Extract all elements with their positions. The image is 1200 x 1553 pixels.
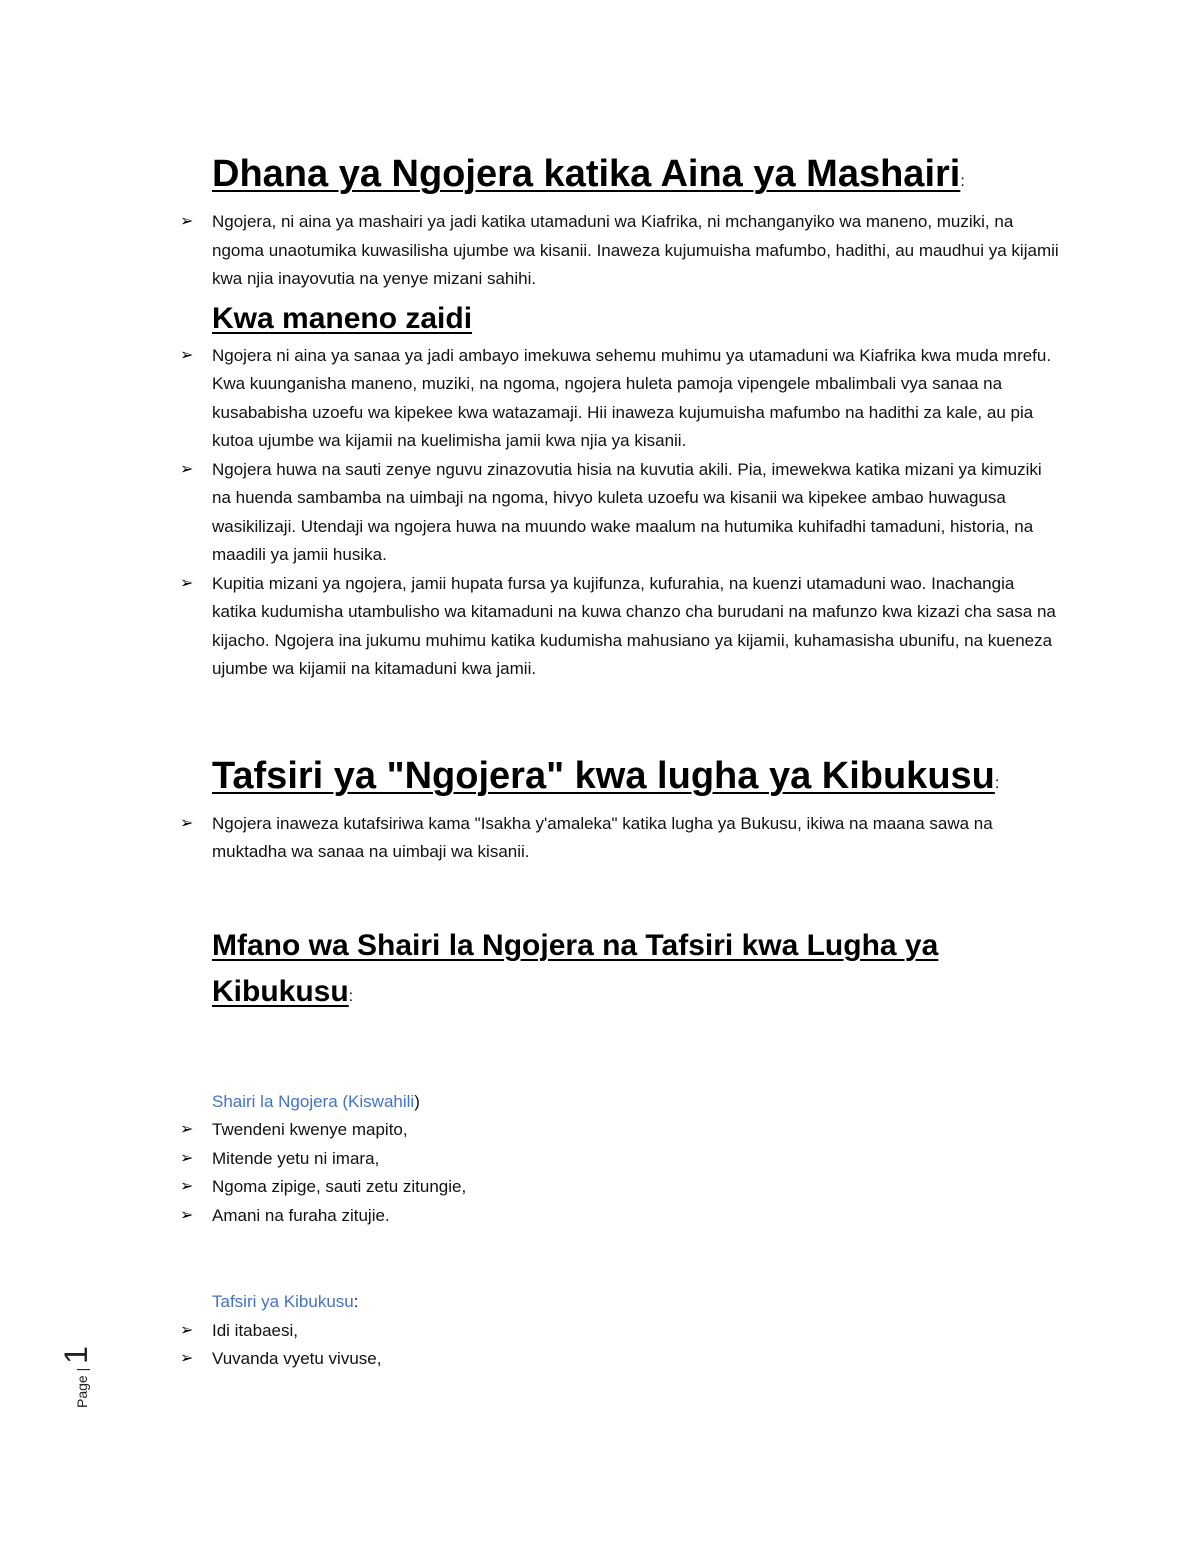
poem-bukusu-label: Tafsiri ya Kibukusu:: [212, 1292, 359, 1311]
arrow-bullet-icon: ➢: [180, 1350, 194, 1367]
page-number: 1: [58, 1346, 94, 1364]
poem-bukusu-lines: [180, 1317, 1060, 1374]
poem-line: ➢ Vuvanda vyetu vivuse,: [180, 1345, 1060, 1374]
document-body: [180, 150, 1060, 1374]
arrow-bullet-icon: ➢: [180, 1178, 194, 1195]
list-item: ➢ Ngojera inaweza kutafsiriwa kama "Isakha y'amaleka" katika lugha ya Bukusu, ikiwa na maana sawa na muktadha wa sanaa na uimbaji wa kisanii.: [180, 810, 1060, 867]
poem-line: ➢ Idi itabaesi,: [180, 1317, 1060, 1346]
list-item: ➢ Ngojera ni aina ya sanaa ya jadi ambayo imekuwa sehemu muhimu ya utamaduni wa Kiafrika kwa muda mrefu. Kwa kuunganisha maneno, muziki, na ngoma, ngojera huleta pamoja vipengele mbalimbali vya sanaa na kusababisha uzoefu wa kipekee kwa watazamaji. Hii inaweza kujumuisha mafumbo na hadithi za kale, au pia kutoa ujumbe wa kijamii na kuelimisha jamii kwa njia ya kisanii.: [180, 342, 1060, 456]
poem-line: ➢ Mitende yetu ni imara,: [180, 1145, 1060, 1174]
page-number-label: Page | 1: [58, 1346, 94, 1408]
arrow-bullet-icon: ➢: [180, 213, 194, 230]
list-item: ➢ Ngojera huwa na sauti zenye nguvu zinazovutia hisia na kuvutia akili. Pia, imewekwa katika mizani ya kimuziki na huenda sambamba na uimbaji na ngoma, hivyo kuleta uzoefu wa kisanii wa kipekee ambao huwagusa wasikilizaji. Utendaji wa ngojera huwa na muundo wake maalum na hutumika kuhifadhi tamaduni, historia, na maadili ya jamii husika.: [180, 456, 1060, 570]
section-heading-tafsiri: Tafsiri ya "Ngojera" kwa lugha ya Kibukusu:: [212, 754, 1000, 797]
section-heading-kwa-maneno-zaidi: Kwa maneno zaidi: [212, 301, 473, 335]
arrow-bullet-icon: ➢: [180, 1149, 194, 1167]
poem-line: ➢ Ngoma zipige, sauti zetu zitungie,: [180, 1173, 1060, 1202]
arrow-bullet-icon: ➢: [180, 574, 194, 592]
list-item: ➢ Kupitia mizani ya ngojera, jamii hupata fursa ya kujifunza, kufurahia, na kuenzi utamaduni wao. Inachangia katika kudumisha utambulisho wa kitamaduni na kuwa chanzo cha burudani na mafunzo kwa kizazi cha sasa na kijacho. Ngojera ina jukumu muhimu katika kudumisha mahusiano ya kijamii, kuhamasisha ubunifu, na kueneza ujumbe wa kijamii na kitamaduni kwa jamii.: [180, 570, 1060, 684]
arrow-bullet-icon: ➢: [180, 1206, 194, 1224]
bullet-list-dhana: [180, 208, 1060, 294]
poem-swahili-label: Shairi la Ngojera (Kiswahili): [212, 1091, 420, 1111]
arrow-bullet-icon: ➢: [180, 814, 194, 832]
section-heading-dhana: Dhana ya Ngojera katika Aina ya Mashairi:: [212, 153, 965, 195]
arrow-bullet-icon: ➢: [180, 1121, 194, 1138]
bullet-list-kwa-maneno-zaidi: [180, 342, 1060, 684]
section-heading-mfano: Mfano wa Shairi la Ngojera na Tafsiri kwa Lugha ya Kibukusu:: [212, 928, 939, 1008]
poem-line: ➢ Amani na furaha zitujie.: [180, 1202, 1060, 1231]
poem-swahili-lines: [180, 1116, 1060, 1230]
arrow-bullet-icon: ➢: [180, 346, 194, 364]
arrow-bullet-icon: ➢: [180, 460, 194, 478]
poem-line: ➢ Twendeni kwenye mapito,: [180, 1116, 1060, 1145]
arrow-bullet-icon: ➢: [180, 1321, 194, 1339]
bullet-list-tafsiri: [180, 810, 1060, 867]
page-number-footer: [48, 1340, 108, 1410]
page-label: Page: [74, 1375, 90, 1408]
list-item: ➢ Ngojera, ni aina ya mashairi ya jadi katika utamaduni wa Kiafrika, ni mchanganyiko wa maneno, muziki, na ngoma unaotumika kuwasilisha ujumbe wa kisanii. Inaweza kujumuisha mafumbo, hadithi, au maudhui ya kijamii kwa njia inayovutia na yenye mizani sahihi.: [180, 208, 1060, 294]
